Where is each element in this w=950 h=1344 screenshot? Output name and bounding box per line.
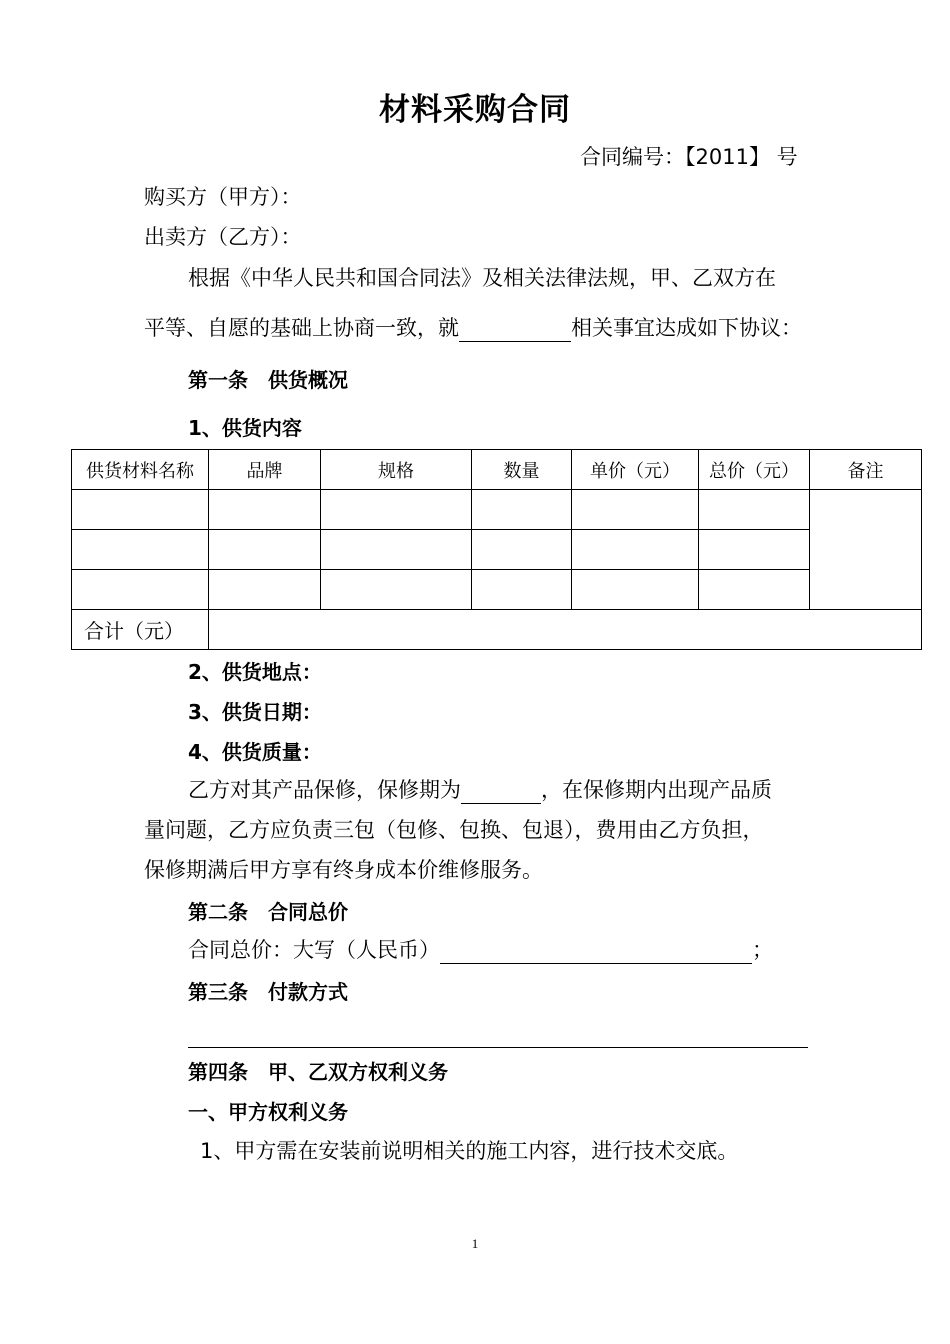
warranty-line-3: 保修期满后甲方享有终身成本价维修服务。: [144, 858, 543, 882]
table-row: [72, 490, 922, 530]
warranty-line-1-end: ，在保修期内出现产品质: [541, 778, 772, 802]
table-cell[interactable]: [699, 570, 810, 610]
table-cell[interactable]: [72, 570, 209, 610]
intro-line-2-start: 平等、自愿的基础上协商一致，就: [144, 316, 459, 340]
remarks-cell[interactable]: [810, 490, 922, 610]
article-3-title: 第三条 付款方式: [188, 980, 348, 1004]
item-2-heading: 2、供货地点：: [188, 660, 322, 684]
total-label: 合计（元）: [72, 610, 209, 650]
table-cell[interactable]: [209, 490, 321, 530]
header-brand: 品牌: [209, 450, 321, 490]
table-cell[interactable]: [472, 570, 572, 610]
goods-table: [71, 449, 922, 650]
table-cell[interactable]: [572, 570, 699, 610]
table-cell[interactable]: [572, 530, 699, 570]
total-price-blank[interactable]: [440, 937, 752, 964]
party-a-title: 一、甲方权利义务: [188, 1100, 348, 1124]
header-remarks: 备注: [810, 450, 922, 490]
table-cell[interactable]: [699, 490, 810, 530]
table-row: [72, 530, 922, 570]
table-cell[interactable]: [472, 490, 572, 530]
item-4-heading: 4、供货质量：: [188, 740, 322, 764]
table-cell[interactable]: [321, 490, 472, 530]
warranty-line-1: [188, 776, 772, 804]
table-cell[interactable]: [209, 530, 321, 570]
table-cell[interactable]: [321, 530, 472, 570]
contract-number: 合同编号：【2011】 号: [580, 145, 798, 169]
warranty-line-1-start: 乙方对其产品保修，保修期为: [188, 778, 461, 802]
document-title: 材料采购合同: [379, 92, 571, 128]
table-cell[interactable]: [209, 570, 321, 610]
page-number: 1: [471, 1236, 479, 1251]
total-price-end: ；: [752, 938, 773, 962]
table-cell[interactable]: [321, 570, 472, 610]
table-cell[interactable]: [699, 530, 810, 570]
table-row: [72, 570, 922, 610]
header-spec: 规格: [321, 450, 472, 490]
warranty-line-2: 量问题，乙方应负责三包（包修、包换、包退），费用由乙方负担，: [144, 818, 764, 842]
header-unit-price: 单价（元）: [572, 450, 699, 490]
seller-line: 出卖方（乙方）：: [144, 225, 302, 249]
article-4-title: 第四条 甲、乙双方权利义务: [188, 1060, 448, 1084]
header-total-price: 总价（元）: [699, 450, 810, 490]
table-header-row: [72, 450, 922, 490]
total-price-label: 合同总价：大写（人民币）: [188, 938, 440, 962]
table-cell[interactable]: [572, 490, 699, 530]
warranty-period-blank[interactable]: [461, 777, 541, 804]
intro-line-1: 根据《中华人民共和国合同法》及相关法律法规，甲、乙双方在: [188, 266, 776, 290]
total-price-line: [188, 936, 773, 964]
party-a-item-1: 1、甲方需在安装前说明相关的施工内容，进行技术交底。: [200, 1139, 739, 1163]
buyer-line: 购买方（甲方）：: [144, 185, 302, 209]
table-cell[interactable]: [72, 490, 209, 530]
item-1-heading: 1、供货内容: [188, 416, 302, 440]
item-3-heading: 3、供货日期：: [188, 700, 322, 724]
article-2-title: 第二条 合同总价: [188, 900, 348, 924]
table-cell[interactable]: [472, 530, 572, 570]
payment-method-blank[interactable]: [188, 1047, 808, 1048]
subject-blank[interactable]: [459, 315, 571, 342]
table-cell[interactable]: [72, 530, 209, 570]
table-total-row: [72, 610, 922, 650]
intro-line-2: [144, 314, 802, 342]
article-1-title: 第一条 供货概况: [188, 368, 348, 392]
total-value-cell[interactable]: [209, 610, 922, 650]
intro-line-2-end: 相关事宜达成如下协议：: [571, 316, 802, 340]
header-material-name: 供货材料名称: [72, 450, 209, 490]
header-quantity: 数量: [472, 450, 572, 490]
